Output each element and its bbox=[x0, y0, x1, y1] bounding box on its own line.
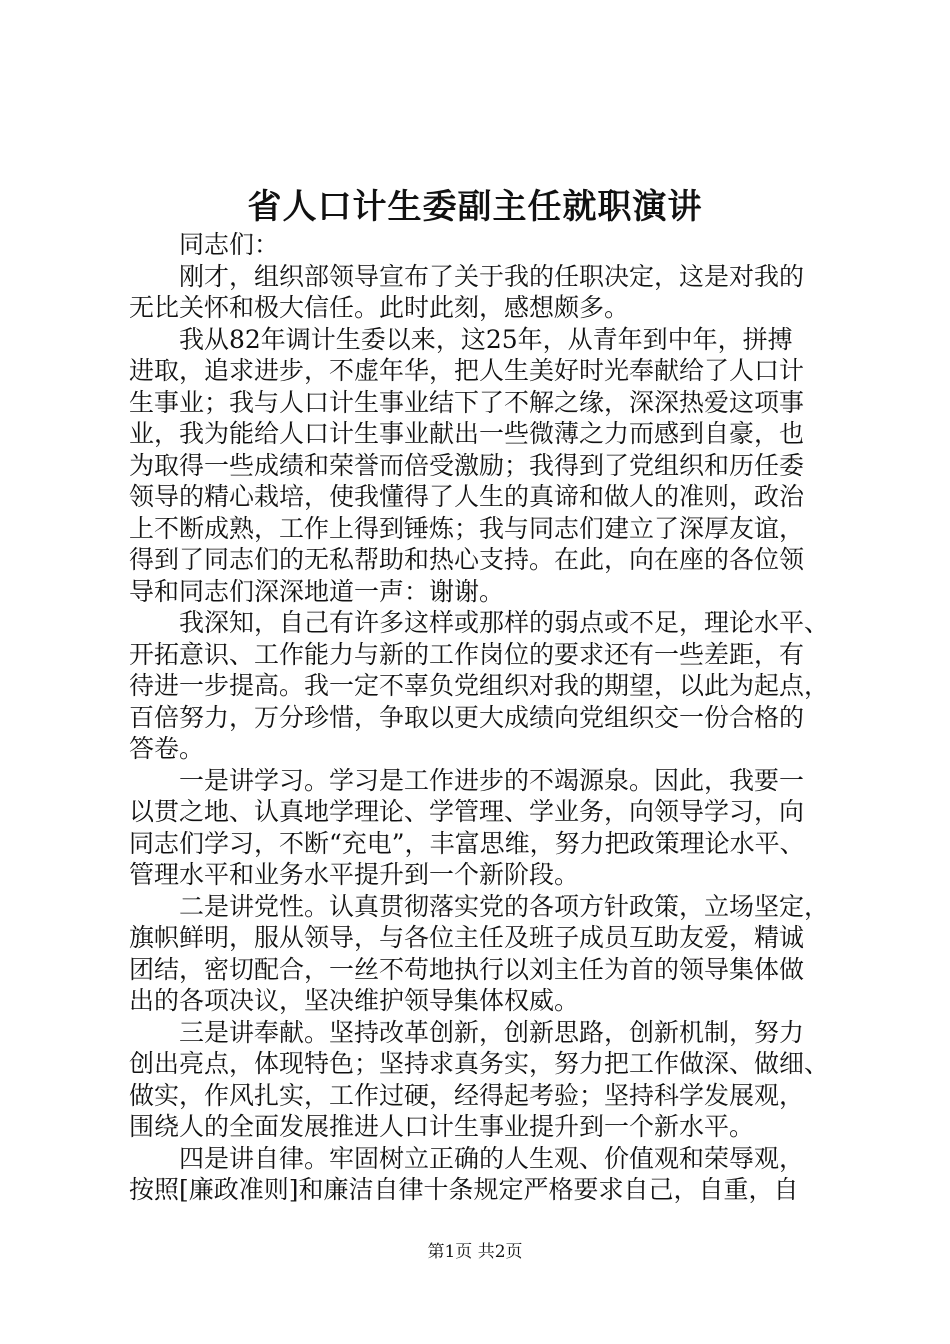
body-line: 无比关怀和极大信任。此时此刻，感想颇多。 bbox=[129, 293, 630, 322]
body-line: 出的各项决议，坚决维护领导集体权威。 bbox=[129, 986, 580, 1015]
body-line: 团结，密切配合，一丝不苟地执行以刘主任为首的领导集体做 bbox=[129, 954, 805, 984]
page-number-footer: 第1页 共2页 bbox=[427, 1242, 523, 1262]
body-line: 为取得一些成绩和荣誉而倍受激励；我得到了党组织和历任委 bbox=[129, 450, 805, 480]
body-line: 进取，追求进步，不虚年华，把人生美好时光奉献给了人口计 bbox=[129, 356, 805, 385]
body-line: 同志们： bbox=[129, 230, 280, 259]
body-line: 按照[廉政准则]和廉洁自律十条规定严格要求自己，自重，自 bbox=[129, 1175, 799, 1204]
document-title: 省人口计生委副主任就职演讲 bbox=[247, 187, 703, 227]
body-line: 旗帜鲜明，服从领导，与各位主任及班子成员互助友爱，精诚 bbox=[129, 923, 805, 952]
body-line: 围绕人的全面发展推进人口计生事业提升到一个新水平。 bbox=[129, 1112, 755, 1141]
body-line: 待进一步提高。我一定不辜负党组织对我的期望，以此为起点， bbox=[129, 671, 830, 700]
body-line: 三是讲奉献。坚持改革创新，创新思路，创新机制，努力 bbox=[129, 1017, 805, 1047]
body-line: 百倍努力，万分珍惜，争取以更大成绩向党组织交一份合格的 bbox=[129, 702, 805, 732]
body-line: 四是讲自律。牢固树立正确的人生观、价值观和荣辱观， bbox=[129, 1143, 805, 1173]
body-line: 生事业；我与人口计生事业结下了不解之缘，深深热爱这项事 bbox=[129, 387, 805, 417]
body-line: 一是讲学习。学习是工作进步的不竭源泉。因此，我要一 bbox=[129, 765, 805, 795]
body-line: 业，我为能给人口计生事业献出一些微薄之力而感到自豪，也 bbox=[129, 419, 805, 448]
body-line: 二是讲党性。认真贯彻落实党的各项方针政策，立场坚定， bbox=[129, 891, 830, 921]
body-line: 做实，作风扎实，工作过硬，经得起考验；坚持科学发展观， bbox=[129, 1080, 805, 1110]
body-line: 创出亮点，体现特色；坚持求真务实，努力把工作做深、做细、 bbox=[129, 1049, 830, 1078]
body-line: 开拓意识、工作能力与新的工作岗位的要求还有一些差距，有 bbox=[129, 639, 805, 669]
body-line: 得到了同志们的无私帮助和热心支持。在此，向在座的各位领 bbox=[129, 545, 805, 574]
body-line: 领导的精心栽培，使我懂得了人生的真谛和做人的准则，政治 bbox=[129, 482, 805, 511]
body-line: 答卷。 bbox=[129, 734, 205, 763]
body-line: 导和同志们深深地道一声：谢谢。 bbox=[129, 576, 505, 606]
document-body bbox=[129, 229, 829, 1206]
body-line: 同志们学习，不断“充电”，丰富思维，努力把政策理论水平、 bbox=[129, 828, 805, 858]
body-line: 以贯之地、认真地学理论、学管理、学业务，向领导学习，向 bbox=[129, 797, 805, 826]
body-line: 我从82年调计生委以来，这25年，从青年到中年，拼搏 bbox=[129, 324, 793, 354]
body-line: 我深知，自己有许多这样或那样的弱点或不足，理论水平、 bbox=[129, 608, 830, 637]
body-line: 管理水平和业务水平提升到一个新阶段。 bbox=[129, 860, 580, 889]
body-line: 上不断成熟，工作上得到锤炼；我与同志们建立了深厚友谊， bbox=[129, 513, 805, 543]
body-line: 刚才，组织部领导宣布了关于我的任职决定，这是对我的 bbox=[129, 261, 805, 291]
